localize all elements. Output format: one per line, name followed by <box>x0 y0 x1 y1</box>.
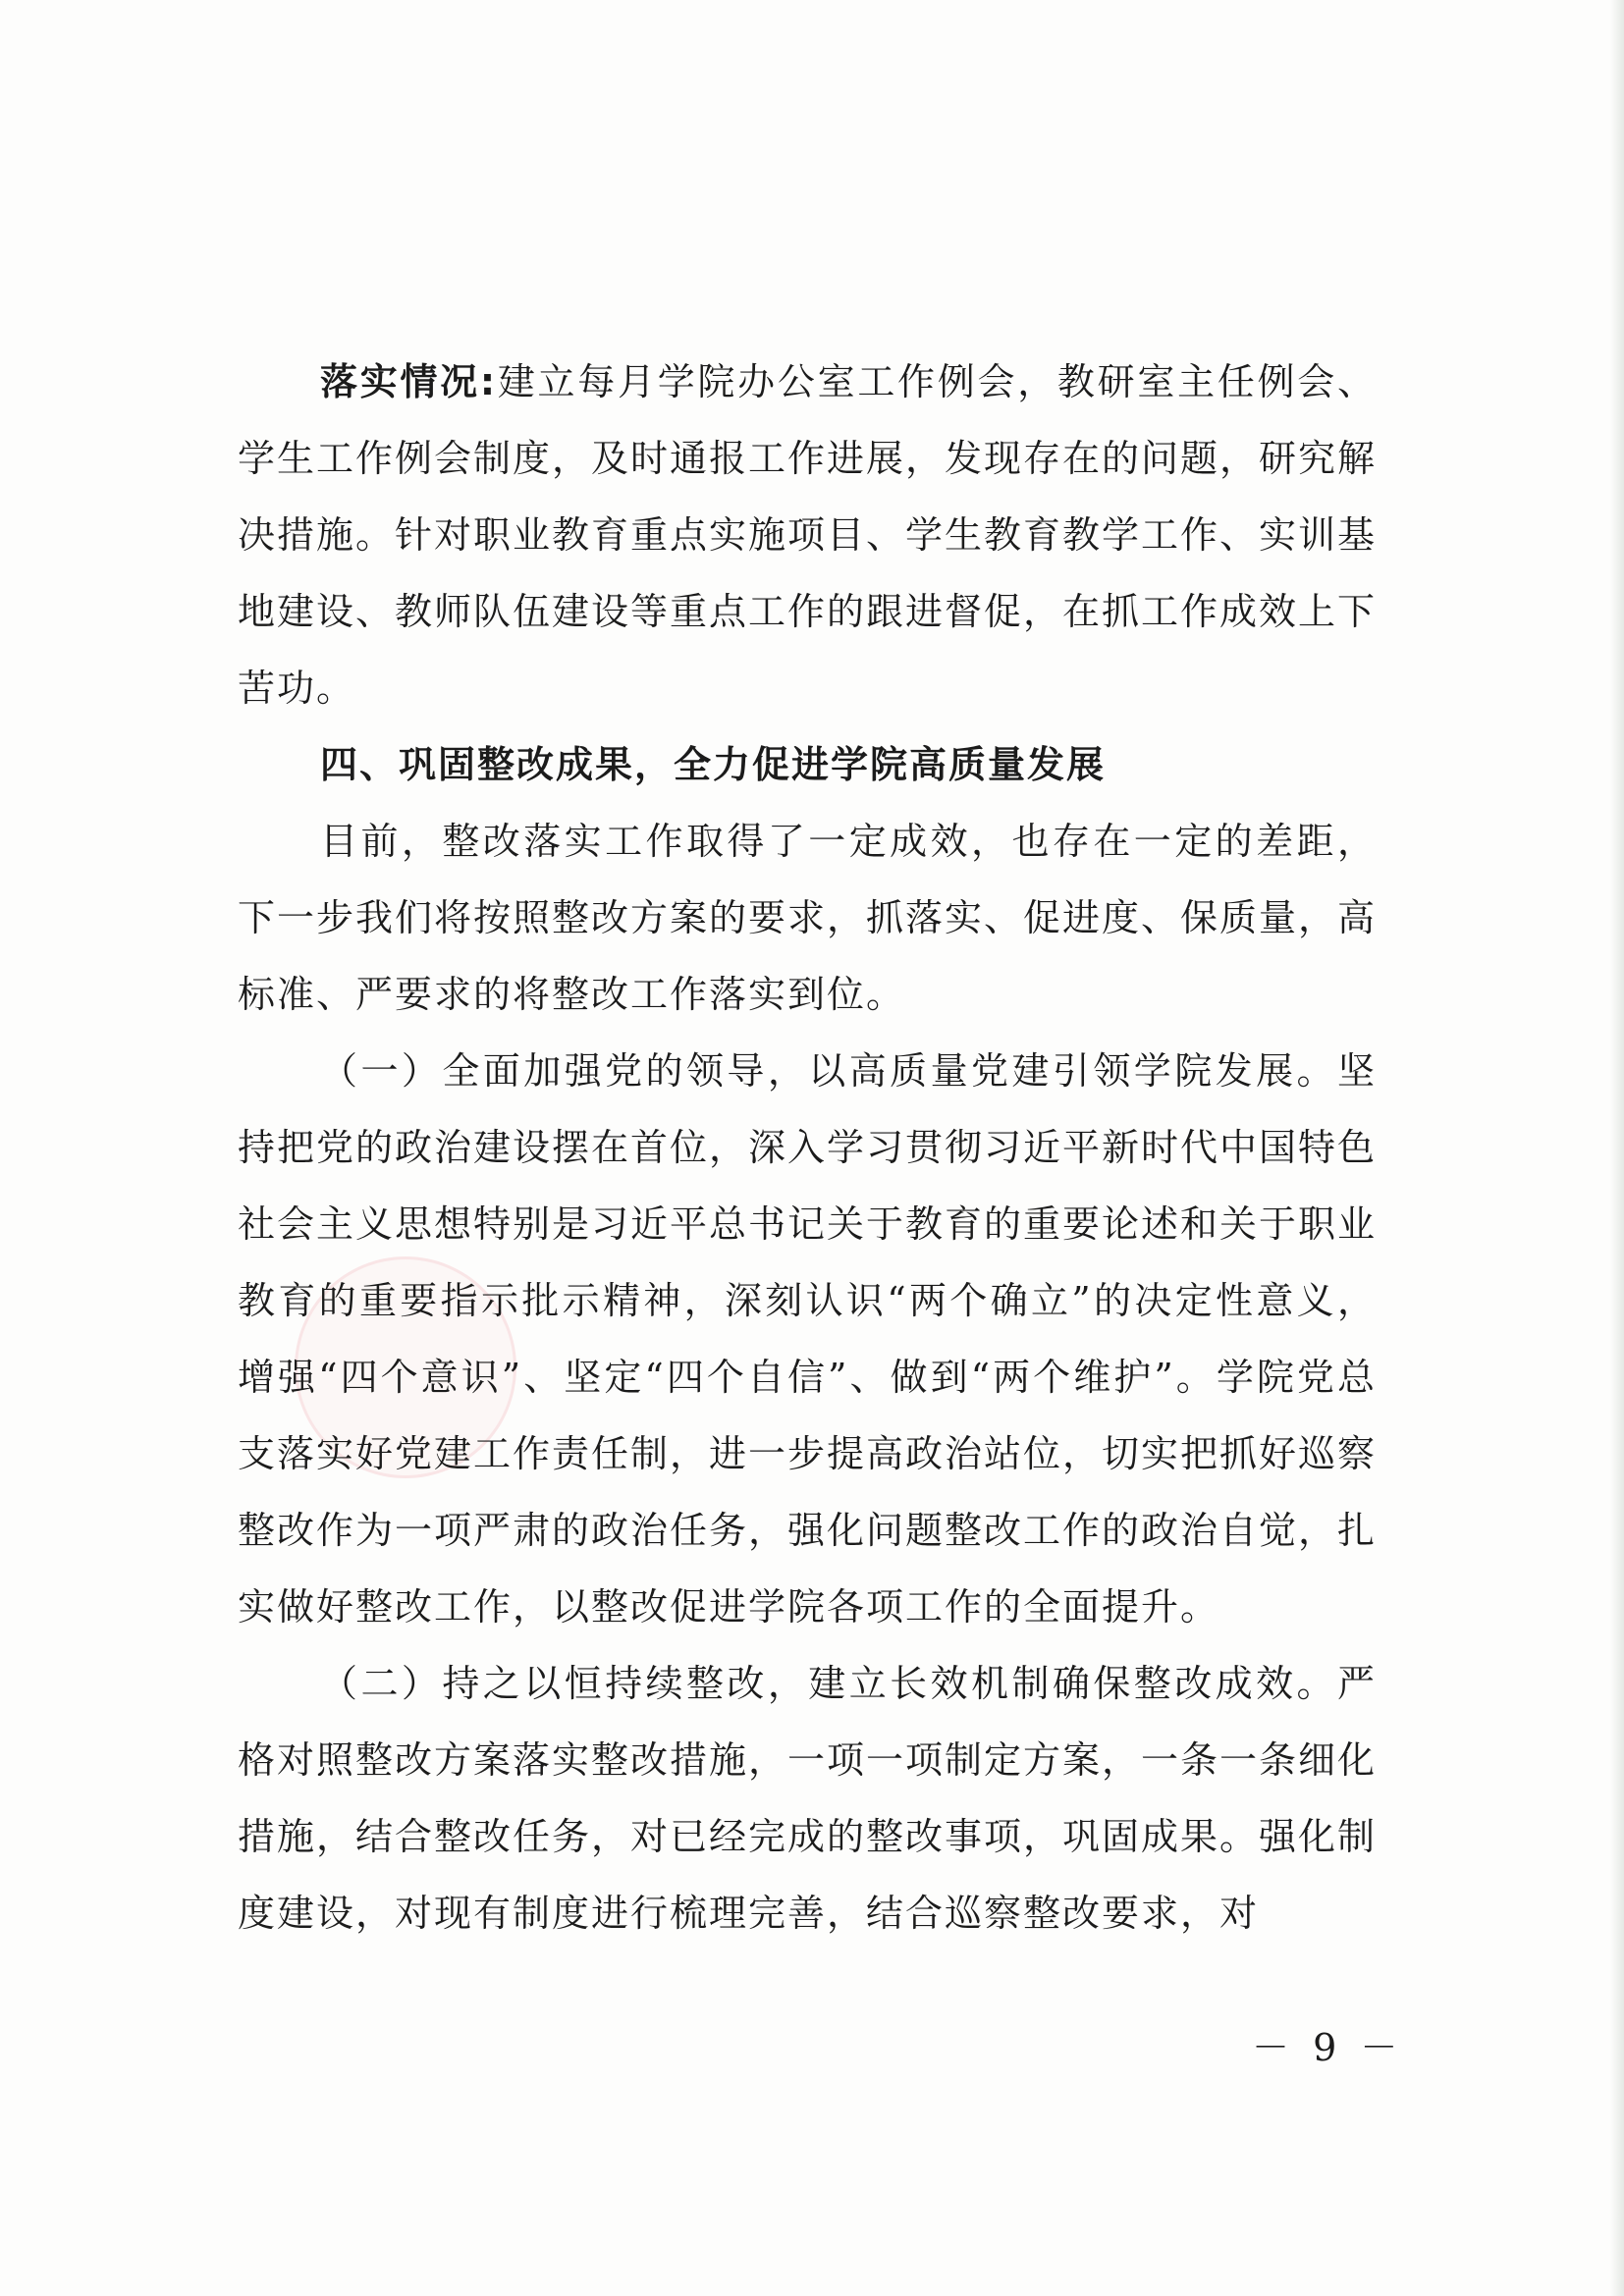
scan-edge-shadow <box>1610 0 1624 2296</box>
document-body <box>238 344 1377 1951</box>
paragraph-lead-label: 落实情况: <box>320 360 498 403</box>
paragraph-current-progress: 目前，整改落实工作取得了一定成效，也存在一定的差距，下一步我们将按照整改方案的要求，抓落实、促进度、保质量，高标准、严要求的将整改工作落实到位。 <box>238 820 1378 1016</box>
paragraph-implementation-status <box>238 344 1377 726</box>
page-number: － 9 － <box>1252 2026 1404 2069</box>
paragraph-item-two: （二）持之以恒持续整改，建立长效机制确保整改成效。严格对照整改方案落实整改措施，一项一项制定方案，一条一条细化措施，结合整改任务，对已经完成的整改事项，巩固成果。强化制度建设，对现有制度进行梳理完善，结合巡察整改要求，对 <box>238 1662 1378 1935</box>
paragraph-text: 建立每月学院办公室工作例会，教研室主任例会、学生工作例会制度，及时通报工作进展，发现存在的问题，研究解决措施。针对职业教育重点实施项目、学生教育教学工作、实训基地建设、教师队伍建设等重点工作的跟进督促，在抓工作成效上下苦功。 <box>238 360 1378 710</box>
paragraph-item-one: （一）全面加强党的领导，以高质量党建引领学院发展。坚持把党的政治建设摆在首位，深入学习贯彻习近平新时代中国特色社会主义思想特别是习近平总书记关于教育的重要论述和关于职业教育的重要指示批示精神，深刻认识“两个确立”的决定性意义，增强“四个意识”、坚定“四个自信”、做到“两个维护”。学院党总支落实好党建工作责任制，进一步提高政治站位，切实把抓好巡察整改作为一项严肃的政治任务，强化问题整改工作的政治自觉，扎实做好整改工作，以整改促进学院各项工作的全面提升。 <box>238 1049 1378 1629</box>
section-heading-four: 四、巩固整改成果，全力促进学院高质量发展 <box>320 743 1107 786</box>
